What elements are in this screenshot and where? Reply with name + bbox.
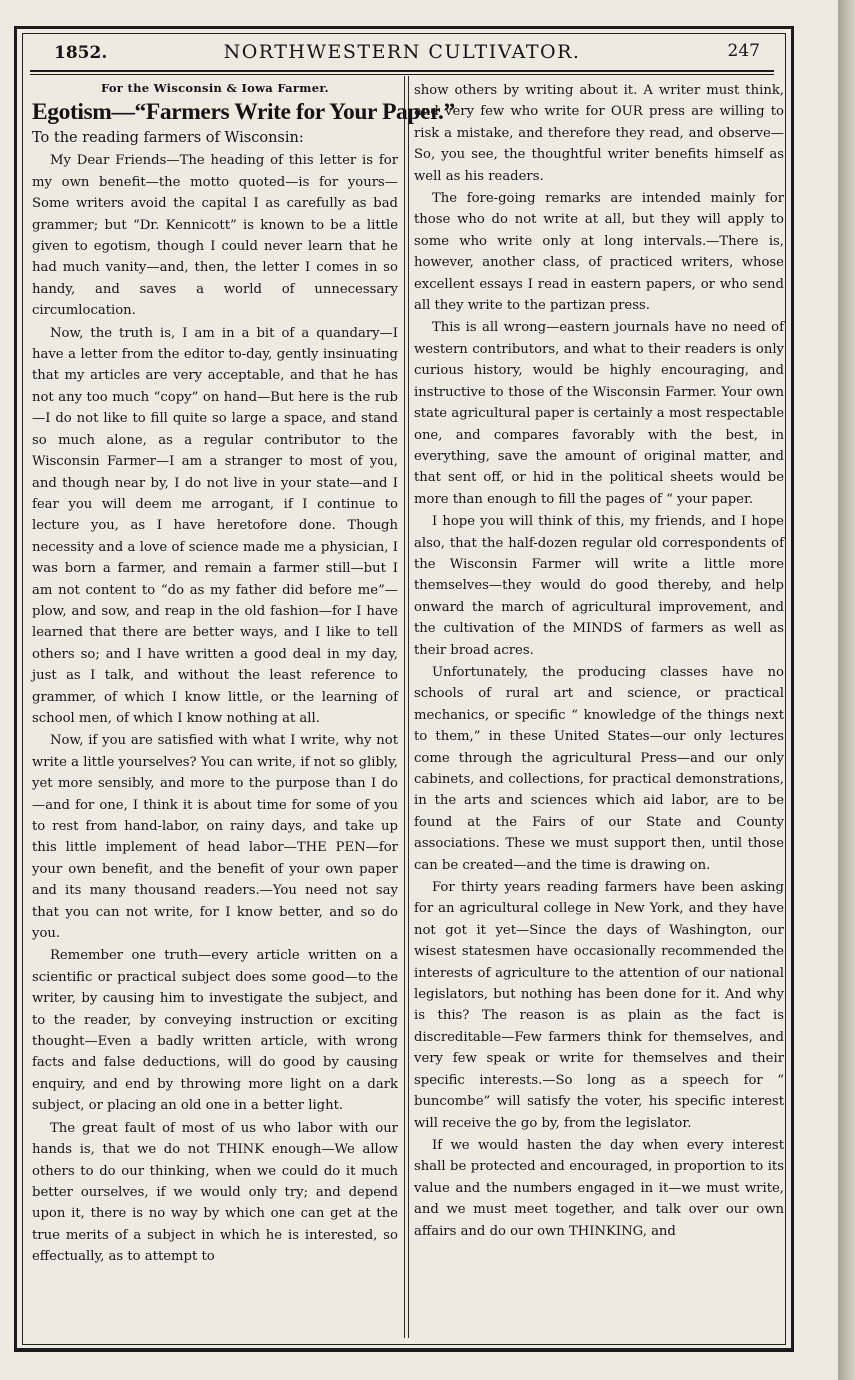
column-divider-thin [408, 76, 409, 1338]
column-divider [404, 76, 405, 1338]
paragraph: This is all wrong—eastern journals have no need of western contributors, and what to their readers is only curious history, would be highly encouraging, and instructive to those of the Wisconsin Farmer. Your own state agricultural paper is certainly a most respectable one, and compares favorably with the best, in everything, save the amount of original matter, and that sent off, or hid in the political sheets would be more than enough to fill the pages of “ your paper. [414, 320, 784, 507]
article-headline: Egotism—“Farmers Write for Your Paper.” [32, 99, 455, 125]
footer-rule [14, 1348, 794, 1351]
paragraph: Now, if you are satisfied with what I write, why not write a little yourselves? You can write, if not so glibly, yet more sensibly, and more to the purpose than I do—and for one, I think it is about time for some of you to rest from hand-labor, on rainy days, and take up this little implement of head labor—THE PEN—for your own benefit, and the benefit of your own paper and its many thousand readers.—You need not say that you can not write, for I know better, and so do you. [32, 733, 398, 942]
paragraph: Remember one truth—every article written on a scientific or practical subject does some good—to the writer, by causing him to investigate the subject, and to the reader, by conveying instruction or exciting thought—Even a badly written article, with wrong facts and false deductions, will do good by causing enquiry, and end by throwing more light on a dark subject, or placing an old one in a better light. [32, 948, 398, 1114]
header-rule-thin [30, 74, 774, 75]
running-head-year: 1852. [54, 43, 108, 63]
paragraph: The great fault of most of us who labor with our hands is, that we do not THINK enough—We allow others to do our thinking, when we could do it much better ourselves, if we would only try; and depend upon it, there is no way by which one can get at the true merits of a subject in which he is interested, so effectually, as to attempt to [32, 1120, 398, 1265]
paragraph: Now, the truth is, I am in a bit of a quandary—I have a letter from the editor to-day, gently insinuating that my articles are very acceptable, and that he has not any too much “copy” on hand—But here is the rub—I do not like to fill quite so large a space, and stand so much alone, as a regular contributor to the Wisconsin Farmer—I am a stranger to most of you, and though near by, I do not live in your state—and I fear you will deem me arrogant, if I continue to lecture you, as I have heretofore done. Though necessity and a love of science made me a physician, I was born a farmer, and remain a farmer still—but I am not content to “do as my father did before me”—plow, and sow, and reap in the old fashion—for I have learned that there are better ways, and I like to tell others so; and I have written a good deal in my day, just as I talk, and without the least reference to grammer, of which I know little, or the learning of school men, of which I know nothing at all. [32, 325, 398, 726]
paragraph: The fore-going remarks are intended mainly for those who do not write at all, but they will apply to some who write only at long intervals.—There is, however, another class, of practiced writers, whose excellent essays I read in eastern papers, or who send all they write to the partizan press. [414, 191, 784, 314]
running-head-title: NORTHWESTERN CULTIVATOR. [223, 41, 581, 63]
salutation: To the reading farmers of Wisconsin: [32, 130, 304, 146]
source-line: For the Wisconsin & Iowa Farmer. [101, 81, 329, 95]
header-rule [30, 70, 774, 72]
paragraph: Unfortunately, the producing classes have no schools of rural art and science, or practical mechanics, or specific “ knowledge of the things next to them,” in these United States—our only lectures come through the agricultural Press—and our only cabinets, and collections, for practical demonstrations, in the arts and sciences which aid labor, are to be found at the Fairs of our State and County associations. These we must support then, until those can be created—and the time is drawing on. [414, 664, 784, 873]
right-column [414, 80, 784, 1243]
paragraph: My Dear Friends—The heading of this letter is for my own benefit—the motto quoted—is for yours—Some writers avoid the capital I as carefully as bad grammer; but “Dr. Kennicott” is known to be a little given to egotism, though I could never learn that he had much vanity—and, then, the letter I comes in so handy, and saves a world of unnecessary circumlocation. [32, 153, 398, 319]
page-edge-shadow [838, 0, 855, 1380]
paragraph-continued: show others by writing about it. A writer must think, and very few who write for OUR press are willing to risk a mistake, and therefore they read, and observe—So, you see, the thoughtful writer benefits himself as well as his readers. [414, 83, 784, 184]
paragraph: For thirty years reading farmers have been asking for an agricultural college in New York, and they have not got it yet—Since the days of Washington, our wisest statesmen have occasionally recommended the interests of agriculture to the attention of our national legislators, but nothing has been done for it. And why is this? The reason is as plain as the fact is discreditable—Few farmers think for themselves, and very few speak or write for themselves and their specific interests.—So long as a speech for “ buncombe” will satisfy the voter, his specific interest will receive the go by, from the legislator. [414, 880, 784, 1131]
paragraph: I hope you will think of this, my friends, and I hope also, that the half-dozen regular old correspondents of the Wisconsin Farmer will write a little more themselves—they would do good thereby, and help onward the march of agricultural improvement, and the cultivation of the MINDS of farmers as well as their broad acres. [414, 514, 784, 658]
running-head [30, 37, 774, 67]
page-number: 247 [727, 41, 760, 61]
left-column [32, 80, 455, 1269]
paragraph: If we would hasten the day when every interest shall be protected and encouraged, in proportion to its value and the numbers engaged in it—we must write, and we must meet together, and talk over our own affairs and do our own THINKING, and [414, 1137, 784, 1239]
